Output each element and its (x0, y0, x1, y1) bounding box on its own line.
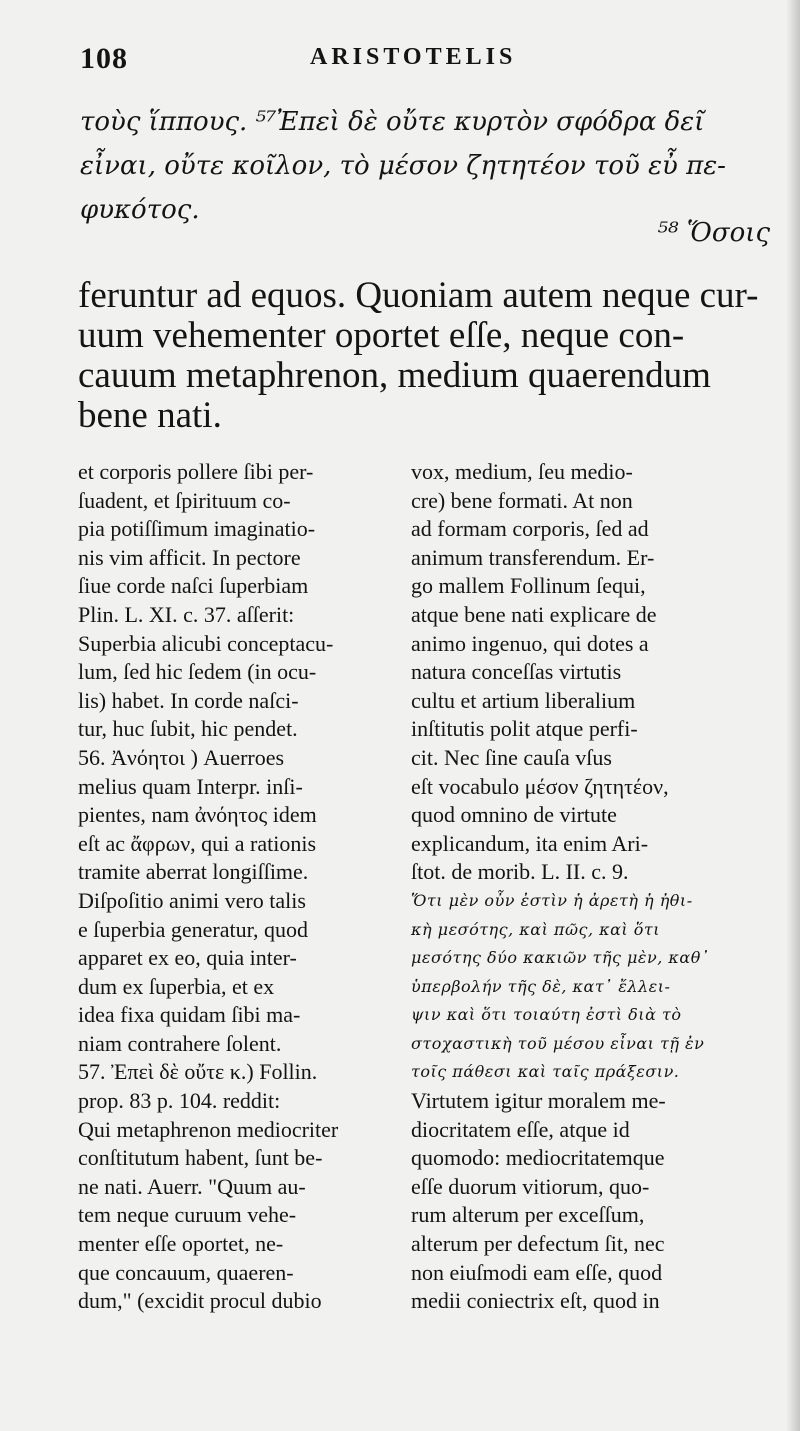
greek-text (80, 100, 770, 232)
commentary-line: tur, huc ſubit, hic pendet. (78, 716, 298, 742)
commentary-line: non eiuſmodi eam eſſe, quod (411, 1259, 663, 1285)
commentary-line: medii coniectrix eſt, quod in (411, 1288, 660, 1314)
commentary-right-column (411, 458, 726, 1316)
commentary-line: animo ingenuo, qui dotes a (411, 630, 649, 656)
greek-line-right: ⁵⁸ Ὅσοις (657, 218, 770, 248)
page-number: 108 (80, 42, 128, 75)
running-head: ARISTOTELIS (310, 44, 517, 70)
commentary-line: στοχαστικὴ τοῦ μέσου εἶναι τῇ ἐν (411, 1033, 705, 1053)
commentary-line: Ὅτι μὲν οὖν ἐστὶν ἡ ἀρετὴ ἡ ἠθι- (411, 890, 693, 910)
commentary-left-column (78, 458, 393, 1316)
commentary-line: cre) bene formati. At non (411, 487, 633, 513)
commentary-line: explicandum, ita enim Ari- (411, 830, 649, 856)
commentary-line: natura conceſſas virtutis (411, 659, 622, 685)
commentary-line: Plin. L. XI. c. 37. aſſerit: (78, 601, 295, 627)
greek-line: φυκότος. (80, 195, 200, 225)
commentary-line: quod omnino de virtute (411, 802, 617, 828)
commentary-line: pia potiſſimum imaginatio- (78, 516, 316, 542)
commentary-line: μεσότης δύο κακιῶν τῆς μὲν, καθ᾽ (411, 948, 710, 968)
commentary-line: eſt ac ἄφρων, qui a rationis (78, 830, 317, 856)
commentary-line: eſſe duorum vitiorum, quo- (411, 1173, 650, 1199)
commentary-line: lum, ſed hic ſedem (in ocu- (78, 659, 317, 685)
latin-translation (78, 276, 768, 436)
page-header (80, 38, 750, 78)
commentary-line: 56. Ἀνόητοι ) Auerroes (78, 744, 285, 770)
commentary-line: tem neque curuum vehe- (78, 1202, 297, 1228)
latin-line: uum vehementer oportet eſſe, neque con- (78, 315, 685, 356)
commentary-line: eſt vocabulo μέσον ζητητέον, (411, 773, 669, 799)
commentary-line: nis vim afficit. In pectore (78, 544, 301, 570)
commentary-line: prop. 83 p. 104. reddit: (78, 1088, 281, 1114)
commentary-line: melius quam Interpr. inſi- (78, 773, 303, 799)
commentary-line: pientes, nam ἀνόητος idem (78, 802, 317, 828)
commentary-line: Superbia alicubi conceptacu- (78, 630, 334, 656)
commentary-line: Qui metaphrenon mediocriter (78, 1116, 339, 1142)
greek-line: τοὺς ἵππους. ⁵⁷Ἐπεὶ δὲ οὔτε κυρτὸν σφόδρα δεῖ (80, 107, 705, 137)
commentary-line: apparet ex eo, quia inter- (78, 945, 297, 971)
commentary-line: ad formam corporis, ſed ad (411, 516, 649, 542)
commentary-line: τοῖς πάθεσι καὶ ταῖς πράξεσιν. (411, 1062, 680, 1082)
latin-line: bene nati. (78, 395, 222, 436)
commentary-line: κὴ μεσότης, καὶ πῶς, καὶ ὅτι (411, 919, 661, 939)
commentary-line: cultu et artium liberalium (411, 687, 636, 713)
commentary-line: ſiue corde naſci ſuperbiam (78, 573, 309, 599)
commentary-line: et corporis pollere ſibi per- (78, 459, 314, 484)
commentary-line: niam contrahere ſolent. (78, 1030, 282, 1056)
commentary-line: 57. Ἐπεὶ δὲ οὔτε κ.) Follin. (78, 1059, 318, 1085)
greek-line: εἶναι, οὔτε κοῖλον, τὸ μέσον ζητητέον τοῦ εὖ πε- (80, 151, 726, 181)
commentary-line: tramite aberrat longiſſime. (78, 859, 309, 885)
commentary-line: ſuadent, et ſpirituum co- (78, 487, 291, 513)
commentary-line: inſtitutis polit atque perfi- (411, 716, 638, 742)
commentary-line: conſtitutum habent, ſunt be- (78, 1145, 323, 1171)
commentary-line: menter eſſe oportet, ne- (78, 1231, 284, 1257)
commentary-line: vox, medium, ſeu medio- (411, 459, 633, 484)
commentary-line: ne nati. Auerr. "Quum au- (78, 1173, 306, 1199)
commentary-columns (78, 458, 738, 1338)
commentary-line: ὑπερβολήν τῆς δὲ, κατ᾽ ἔλλει- (411, 976, 671, 996)
commentary-line: quomodo: mediocritatemque (411, 1145, 665, 1171)
commentary-line: lis) habet. In corde naſci- (78, 687, 299, 713)
commentary-line: que concauum, quaeren- (78, 1259, 294, 1285)
commentary-line: dum ex ſuperbia, et ex (78, 973, 275, 999)
commentary-line: dum," (excidit procul dubio (78, 1288, 322, 1314)
latin-line: feruntur ad equos. Quoniam autem neque cur- (78, 275, 759, 316)
commentary-line: diocritatem eſſe, atque id (411, 1116, 630, 1142)
commentary-line: idea fixa quidam ſibi ma- (78, 1002, 301, 1028)
commentary-line: go mallem Follinum ſequi, (411, 573, 646, 599)
commentary-line: Virtutem igitur moralem me- (411, 1088, 666, 1114)
commentary-line: animum transferendum. Er- (411, 544, 655, 570)
commentary-line: ſtot. de morib. L. II. c. 9. (411, 859, 629, 885)
page-edge-shadow (786, 0, 800, 1431)
commentary-line: alterum per defectum ſit, nec (411, 1231, 665, 1257)
commentary-line: rum alterum per exceſſum, (411, 1202, 645, 1228)
commentary-line: atque bene nati explicare de (411, 601, 657, 627)
commentary-line: ψιν καὶ ὅτι τοιαύτη ἐστὶ διὰ τὸ (411, 1005, 682, 1025)
commentary-line: e ſuperbia generatur, quod (78, 916, 309, 942)
commentary-line: Diſpoſitio animi vero talis (78, 887, 306, 913)
latin-line: cauum metaphrenon, medium quaerendum (78, 355, 711, 396)
commentary-line: cit. Nec ſine cauſa vſus (411, 744, 612, 770)
